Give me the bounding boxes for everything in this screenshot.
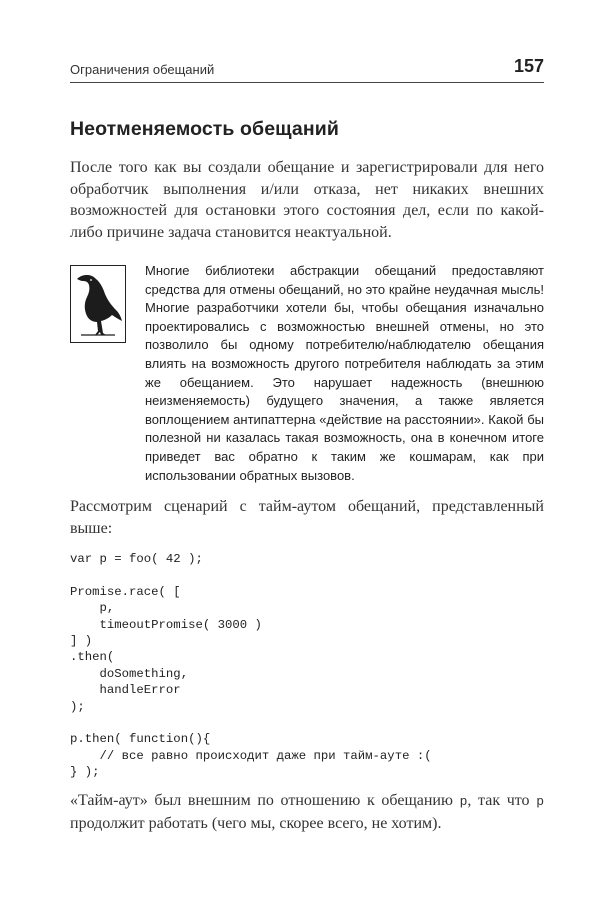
code-line: handleError [70, 683, 181, 698]
crow-icon [70, 265, 126, 343]
code-line: // все равно происходит даже при тайм-ауте :( [70, 748, 432, 763]
code-line: doSomething, [70, 666, 189, 681]
code-block [70, 551, 432, 781]
note-text: Многие библиотеки абстракции обещаний предоставляют средства для отмены обещаний, но это крайне неудачная мысль! Многие разработчики хотели бы, чтобы обещания изначально проектировались с возможностью внешней отмены, но это позволило бы одному потребителю/наблюдателю обещания влиять на возможность другого потребителя наблюдать за этим же обещанием. Это нарушает надежность (внешнюю неизменяемость) будущего значения, а также является воплощением антипаттерна «действие на расстоянии». Какой бы полезной ни казалась такая возможность, она в конечном итоге приведет вас обратно к таким же кошмарам, как при использовании обратных вызовов. [145, 263, 544, 483]
code-line: var p = foo( 42 ); [70, 552, 203, 566]
running-header-title: Ограничения обещаний [70, 62, 215, 77]
code-line: ] ) [70, 634, 93, 649]
code-line: p.then( function(){ [70, 732, 211, 747]
scenario-paragraph: Рассмотрим сценарий с тайм-аутом обещаний, представленный выше: [70, 498, 544, 537]
closing-text: , так что [467, 792, 537, 809]
section-title: Неотменяемость обещаний [70, 118, 339, 140]
inline-code: p [459, 794, 468, 809]
code-line: Promise.race( [ [70, 584, 181, 599]
closing-text: «Тайм-аут» был внешним по отношению к обещанию [70, 792, 460, 809]
code-line: timeoutPromise( 3000 ) [70, 617, 262, 632]
intro-paragraph: После того как вы создали обещание и зарегистрировали для него обработчик выполнения и/или отказа, нет никаких внешних возможностей для остановки этого состояния дел, если по какой-либо причине задача становится неактуальной. [70, 159, 544, 241]
code-line: .then( [70, 650, 115, 665]
code-line: } ); [70, 765, 100, 780]
closing-text: продолжит работать (чего мы, скорее всего, не хотим). [70, 814, 442, 832]
inline-code: p [536, 794, 544, 809]
running-header [70, 56, 544, 83]
code-line: ); [70, 699, 85, 714]
closing-paragraph [70, 790, 544, 834]
page-number: 157 [513, 56, 544, 76]
code-line: p, [70, 601, 115, 616]
